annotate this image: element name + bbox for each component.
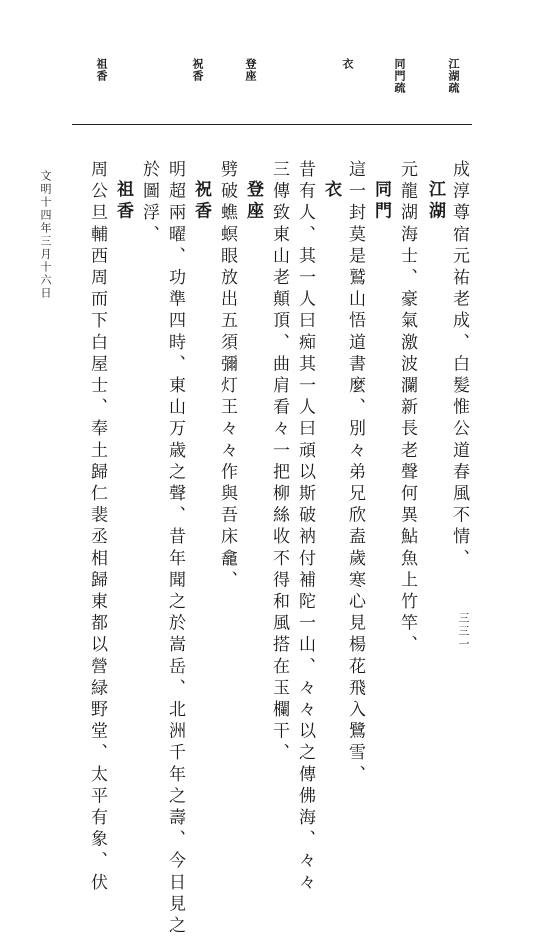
text-line-12: 明超兩曜、功準四時、東山万歳之聲、昔年聞之於嵩岳、北洲千年之壽、今日見之 bbox=[165, 160, 185, 938]
section-title-koromo: 衣 bbox=[321, 180, 341, 202]
running-head-domon: 同門疏 bbox=[393, 58, 406, 94]
section-title-jiangu: 江湖 bbox=[425, 180, 445, 224]
running-head-koromo: 衣 bbox=[341, 58, 354, 70]
running-head-jiangu: 江湖疏 bbox=[447, 58, 460, 94]
text-line-13: 於圖浮、 bbox=[139, 160, 159, 247]
running-head-sokou: 祖香 bbox=[95, 58, 108, 82]
section-title-shukou: 祝香 bbox=[191, 180, 211, 224]
text-line-5: 這一封莫是鷲山悟道書麼、別々弟兄欣盍歲寒心見楊花飛入鷺雪、 bbox=[345, 160, 365, 787]
section-title-touza: 登座 bbox=[243, 180, 263, 224]
running-head-shukou: 祝香 bbox=[191, 58, 204, 82]
running-head-touza: 登座 bbox=[244, 58, 257, 82]
text-line-15: 周公旦輔西周而下白屋士、奉土歸仁裴丞相歸東都以營緑野堂、太平有象、伏 bbox=[87, 160, 107, 895]
text-line-8: 三傳致東山老顛頂、曲肩看々一把柳絲收不得和風搭在玉欄干、 bbox=[269, 160, 289, 765]
section-title-domon: 同門 bbox=[371, 180, 391, 224]
section-title-sokou: 祖香 bbox=[113, 180, 133, 224]
date-line: 文明十四年三月十六日 bbox=[39, 170, 52, 300]
text-line-1: 成淳尊宿元祐老成、白髪惟公道春風不情、 bbox=[449, 160, 469, 571]
page-number: 三三一 bbox=[457, 612, 470, 651]
text-line-10: 劈破蟭螟眼放出五須彌灯王々々作與吾床龕、 bbox=[217, 160, 237, 592]
text-line-3: 元龍湖海士、豪氣激波瀾新長老聲何異鮎魚上竹竿、 bbox=[397, 160, 417, 657]
text-line-7: 昔有人、其一人曰痴其一人曰頑以斯破衲付補陀一山、々々以之傳佛海、々々 bbox=[295, 160, 315, 895]
header-rule bbox=[72, 124, 472, 125]
